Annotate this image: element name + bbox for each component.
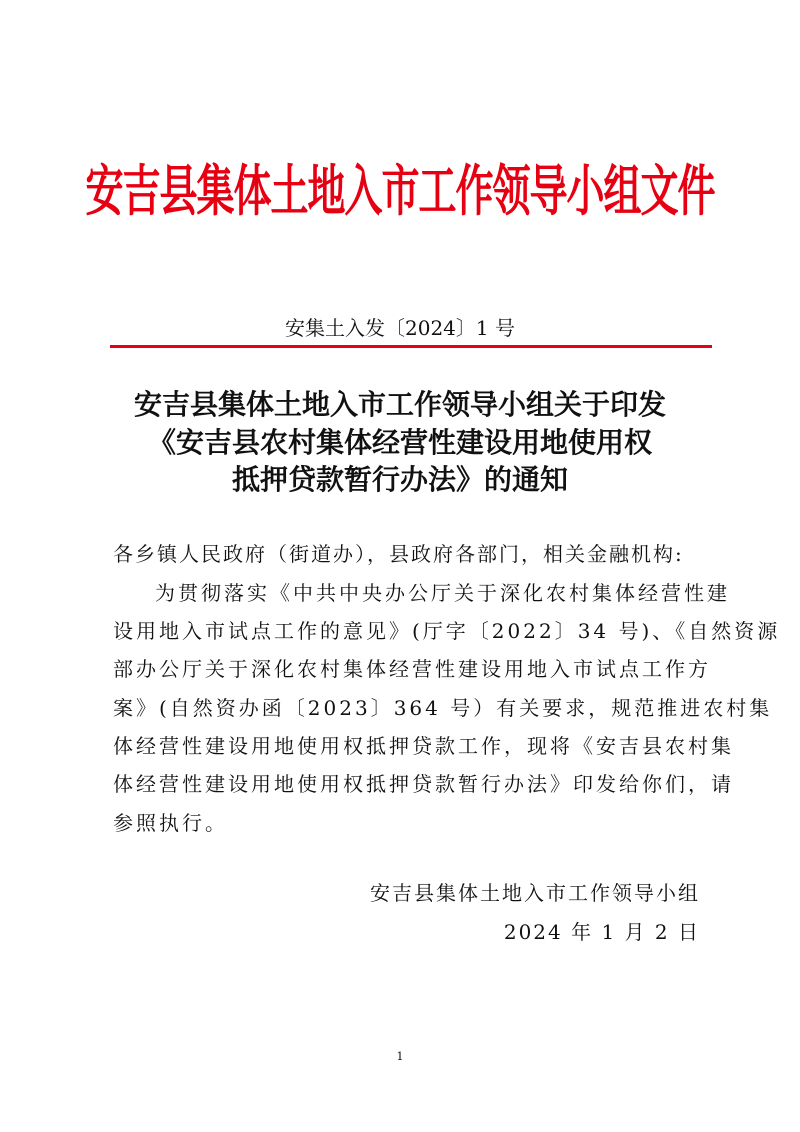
notice-title-line-3: 抵押贷款暂行办法》的通知 — [231, 463, 568, 496]
salutation: 各乡镇人民政府（街道办），县政府各部门，相关金融机构: — [113, 542, 684, 566]
document-number: 安集土入发〔2024〕1 号 — [285, 316, 515, 340]
page-number: 1 — [396, 1050, 404, 1063]
body-line: 部办公厅关于深化农村集体经营性建设用地入市试点工作方 — [113, 657, 711, 681]
signature-org: 安吉县集体土地入市工作领导小组 — [370, 881, 700, 905]
body-line: 体经营性建设用地使用权抵押贷款暂行办法》印发给你们，请 — [113, 772, 734, 796]
body-line: 设用地入市试点工作的意见》(厅字〔2022〕34 号)、《自然资源 — [113, 619, 781, 643]
red-divider — [110, 345, 712, 348]
body-line: 案》(自然资办函〔2023〕364 号）有关要求，规范推进农村集 — [113, 696, 773, 720]
body-line: 为贯彻落实《中共中央办公厅关于深化农村集体经营性建 — [155, 581, 730, 605]
body-line: 体经营性建设用地使用权抵押贷款工作，现将《安吉县农村集 — [113, 734, 734, 758]
document-red-header: 安吉县集体土地入市工作领导小组文件 — [85, 157, 715, 223]
signature-date: 2024 年 1 月 2 日 — [503, 920, 700, 944]
notice-title-line-2: 《安吉县农村集体经营性建设用地使用权 — [147, 426, 652, 459]
body-line: 参照执行。 — [113, 811, 228, 835]
notice-title-line-1: 安吉县集体土地入市工作领导小组关于印发 — [133, 388, 666, 421]
